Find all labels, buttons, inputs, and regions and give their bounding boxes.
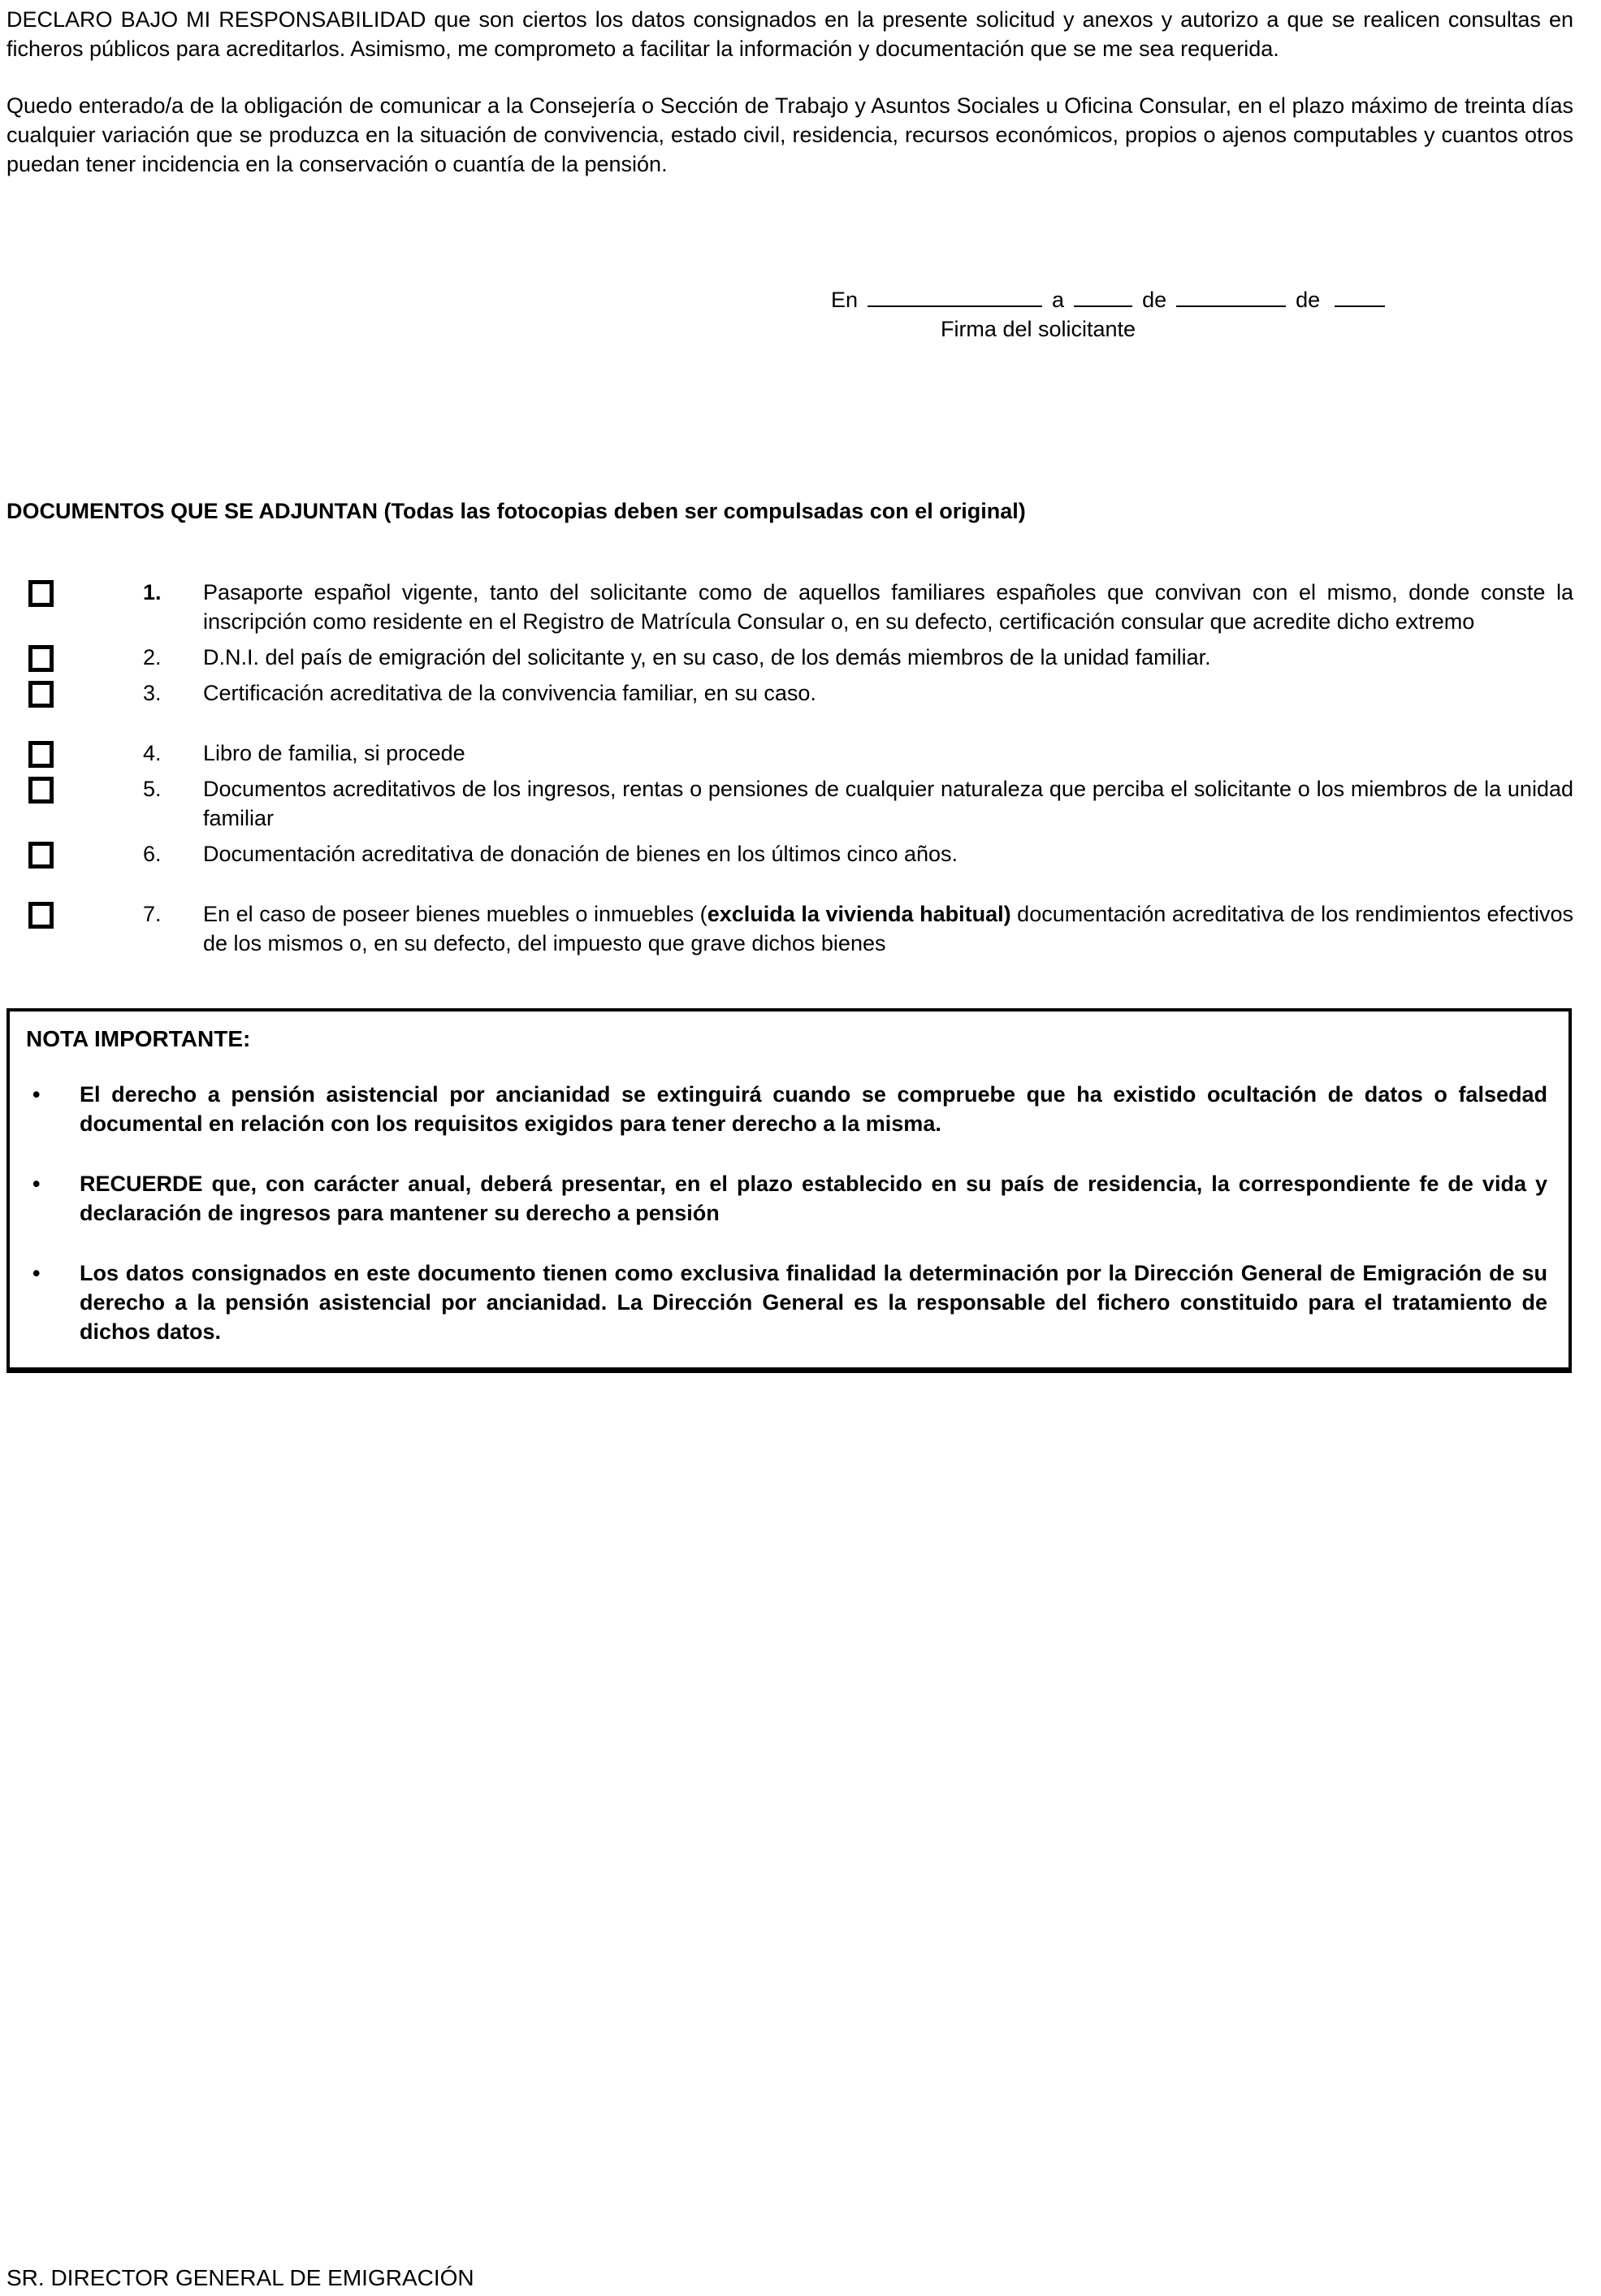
important-note-title: NOTA IMPORTANTE: bbox=[26, 1026, 251, 1051]
document-item-number: 2. bbox=[143, 645, 162, 669]
bullet-icon: • bbox=[32, 1172, 41, 1196]
document-item bbox=[6, 899, 1573, 958]
document-checkbox[interactable] bbox=[28, 580, 54, 607]
document-item-number: 4. bbox=[143, 741, 162, 765]
document-checkbox[interactable] bbox=[28, 645, 54, 672]
document-item-text: Pasaporte español vigente, tanto del solicitante como de aquellos familiares españoles que convivan con el mismo, donde conste la inscripción como residente en el Registro de Matrícula Consular o, en su defecto, certificación consular que acredite dicho extremo bbox=[203, 580, 1573, 634]
declaration-paragraph: DECLARO BAJO MI RESPONSABILIDAD que son ciertos los datos consignados en la presente solicitud y anexos y autorizo a que se realicen consultas en ficheros públicos para acreditarlos. Asimismo, me comprometo a facilitar la información y documentación que se me sea requerida. bbox=[6, 7, 1573, 61]
signature-day-blank[interactable] bbox=[1074, 283, 1132, 307]
document-item-number: 1. bbox=[143, 580, 162, 604]
signature-date-line bbox=[831, 283, 1573, 314]
documents-heading: DOCUMENTOS QUE SE ADJUNTAN (Todas las fotocopias deben ser compulsadas con el original) bbox=[6, 499, 1026, 523]
document-item bbox=[6, 739, 1573, 768]
document-checkbox[interactable] bbox=[28, 777, 54, 804]
signature-block bbox=[831, 283, 1573, 344]
signature-place-blank[interactable] bbox=[868, 283, 1042, 307]
document-item-text: En el caso de poseer bienes muebles o inmuebles (excluida la vivienda habitual) documentación acreditativa de los rendimientos efectivos de los mismos o, en su defecto, del impuesto que grave dichos bienes bbox=[203, 902, 1574, 955]
important-note-list bbox=[26, 1080, 1547, 1346]
document-checkbox[interactable] bbox=[28, 741, 54, 768]
note-bullet-text: RECUERDE que, con carácter anual, deberá presentar, en el plazo establecido en su país de residencia, la correspondiente fe de vida y declaración de ingresos para mantener su derecho a pensión bbox=[80, 1172, 1547, 1225]
signature-caption: Firma del solicitante bbox=[940, 317, 1136, 341]
signature-de-label-1: de bbox=[1142, 288, 1167, 312]
document-item-number: 7. bbox=[143, 902, 162, 926]
signature-month-blank[interactable] bbox=[1176, 283, 1286, 307]
document-item-text: D.N.I. del país de emigración del solicitante y, en su caso, de los demás miembros de la unidad familiar. bbox=[203, 645, 1211, 669]
documents-list bbox=[6, 578, 1573, 958]
document-item bbox=[6, 643, 1573, 672]
note-bullet bbox=[26, 1169, 1547, 1228]
document-checkbox[interactable] bbox=[28, 681, 54, 708]
signature-en-label: En bbox=[831, 288, 859, 312]
document-item-text: Certificación acreditativa de la convivencia familiar, en su caso. bbox=[203, 681, 816, 705]
note-bullet bbox=[26, 1258, 1547, 1346]
document-item bbox=[6, 839, 1573, 869]
document-item-text: Documentación acreditativa de donación de bienes en los últimos cinco años. bbox=[203, 842, 958, 866]
document-item-number: 6. bbox=[143, 842, 162, 866]
note-bullet bbox=[26, 1080, 1547, 1138]
important-note-box bbox=[6, 1008, 1572, 1373]
document-item bbox=[6, 678, 1573, 708]
document-item-number: 5. bbox=[143, 777, 162, 801]
document-checkbox[interactable] bbox=[28, 842, 54, 869]
document-checkbox[interactable] bbox=[28, 902, 54, 929]
note-bullet-text: Los datos consignados en este documento tienen como exclusiva finalidad la determinación por la Dirección General de Emigración de su derecho a la pensión asistencial por ancianidad. La Dirección General es la responsable del fichero constituido para el tratamiento de dichos datos. bbox=[80, 1261, 1547, 1344]
bullet-icon: • bbox=[32, 1082, 41, 1107]
document-item bbox=[6, 578, 1573, 636]
signature-de-label-2: de bbox=[1296, 288, 1321, 312]
document-item-number: 3. bbox=[143, 681, 162, 705]
signature-year-blank[interactable] bbox=[1335, 283, 1385, 307]
document-item-text: Libro de familia, si procede bbox=[203, 741, 465, 765]
addressee-line: SR. DIRECTOR GENERAL DE EMIGRACIÓN bbox=[6, 2265, 474, 2290]
document-item bbox=[6, 774, 1573, 833]
note-bullet-text: El derecho a pensión asistencial por ancianidad se extinguirá cuando se compruebe que ha existido ocultación de datos o falsedad documental en relación con los requisitos exigidos para tener derecho a la misma. bbox=[80, 1082, 1547, 1136]
document-item-text: Documentos acreditativos de los ingresos, rentas o pensiones de cualquier naturaleza que perciba el solicitante o los miembros de la unidad familiar bbox=[203, 777, 1573, 830]
bullet-icon: • bbox=[32, 1261, 41, 1285]
signature-a-label: a bbox=[1052, 288, 1065, 312]
obligation-paragraph: Quedo enterado/a de la obligación de comunicar a la Consejería o Sección de Trabajo y Asuntos Sociales u Oficina Consular, en el plazo máximo de treinta días cualquier variación que se produzca en la situación de convivencia, estado civil, residencia, recursos económicos, propios o ajenos computables y cuantos otros puedan tener incidencia en la conservación o cuantía de la pensión. bbox=[6, 93, 1573, 176]
